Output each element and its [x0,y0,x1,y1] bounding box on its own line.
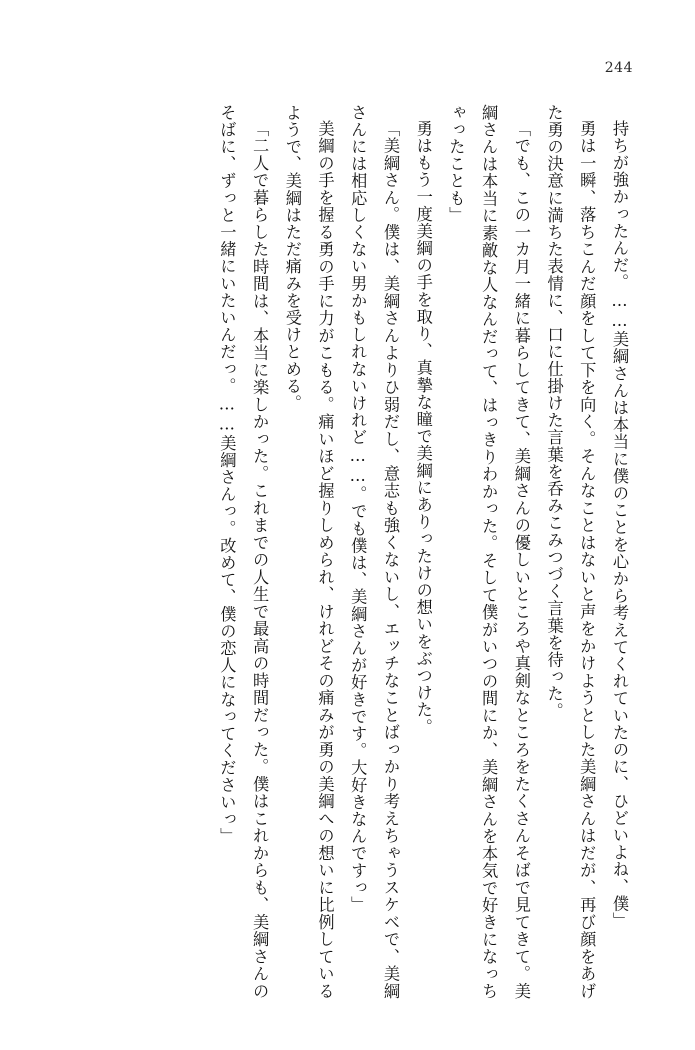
paragraph: 「二人で暮らした時間は、本当に楽しかった。これまでの人生で最高の時間だった。僕はこれからも、美綱さんのそばに、ずっと一緒にいたいんだっ。……美綱さんっ。改めて、僕の恋人になってくださいっ」 [217,104,270,1000]
page-body-text [60,104,635,1000]
paragraph: 勇は一瞬、落ちこんだ顔をして下を向く。そんなことはないと声をかけようとした美綱さんはだが、再び顔をあげた勇の決意に満ちた表情に、口に仕掛けた言葉を呑みこみつづく言葉を待った。 [544,104,597,1000]
paragraph: 「でも、この一カ月一緒に暮らしてきて、美綱さんの優しいところや真剣なところをたくさんそばで見てきて。美綱さんは本当に素敵な人なんだって、はっきりわかった。そして僕がいつの間にか、美綱さんを本気で好きになっちゃったことも」 [446,104,531,1000]
paragraph: 持ちが強かったんだ。……美綱さんは本当に僕のことを心から考えてくれていたのに、ひどいよね、僕」 [610,120,629,930]
page-number: 244 [604,60,633,76]
paragraph: 美綱の手を握る勇の手に力がこもる。痛いほど握りしめられ、けれどその痛みが勇の美綱への想いに比例しているようで、美綱はただ痛みを受けとめる。 [282,104,335,1000]
paragraph: 「美綱さん。僕は、美綱さんよりひ弱だし、意志も強くないし、エッチなことばっかり考えちゃうスケベで、美綱さんには相応しくない男かもしれないけれど……。でも僕は、美綱さんが好きです。大好きなんですっ」 [348,104,400,1000]
paragraph: 勇はもう一度美綱の手を取り、真摯な瞳で美綱にありったけの想いをぶつけた。 [413,120,433,736]
